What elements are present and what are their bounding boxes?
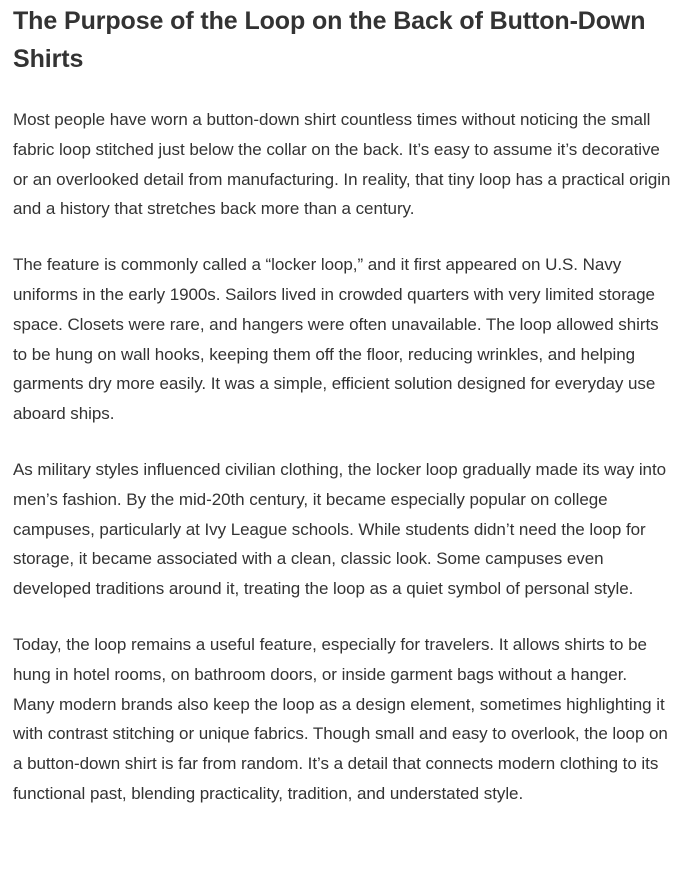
article [13, 0, 673, 809]
article-paragraph-4: Today, the loop remains a useful feature, especially for travelers. It allows shirts to be hung in hotel rooms, on bathroom doors, or inside garment bags without a hanger. Many modern brands also keep the loop as a design element, sometimes highlighting it with contrast stitching or unique fabrics. Though small and easy to overlook, the loop on a button-down shirt is far from random. It’s a detail that connects modern clothing to its functional past, blending practicality, tradition, and understated style. [13, 634, 668, 803]
article-paragraph-3: As military styles influenced civilian clothing, the locker loop gradually made its way into men’s fashion. By the mid-20th century, it became especially popular on college campuses, particularly at Ivy League schools. While students didn’t need the loop for storage, it became associated with a clean, classic look. Some campuses even developed traditions around it, treating the loop as a quiet symbol of personal style. [13, 459, 667, 599]
article-paragraph-2: The feature is commonly called a “locker loop,” and it first appeared on U.S. Navy uniforms in the early 1900s. Sailors lived in crowded quarters with very limited storage space. Closets were rare, and hangers were often unavailable. The loop allowed shirts to be hung on wall hooks, keeping them off the floor, reducing wrinkles, and helping garments dry more easily. It was a simple, efficient solution designed for everyday use aboard ships. [13, 255, 659, 424]
article-title: The Purpose of the Loop on the Back of Button-Down Shirts [13, 7, 646, 73]
article-paragraph-1: Most people have worn a button-down shirt countless times without noticing the small fabric loop stitched just below the collar on the back. It’s easy to assume it’s decorative or an overlooked detail from manufacturing. In reality, that tiny loop has a practical origin and a history that stretches back more than a century. [13, 110, 671, 219]
